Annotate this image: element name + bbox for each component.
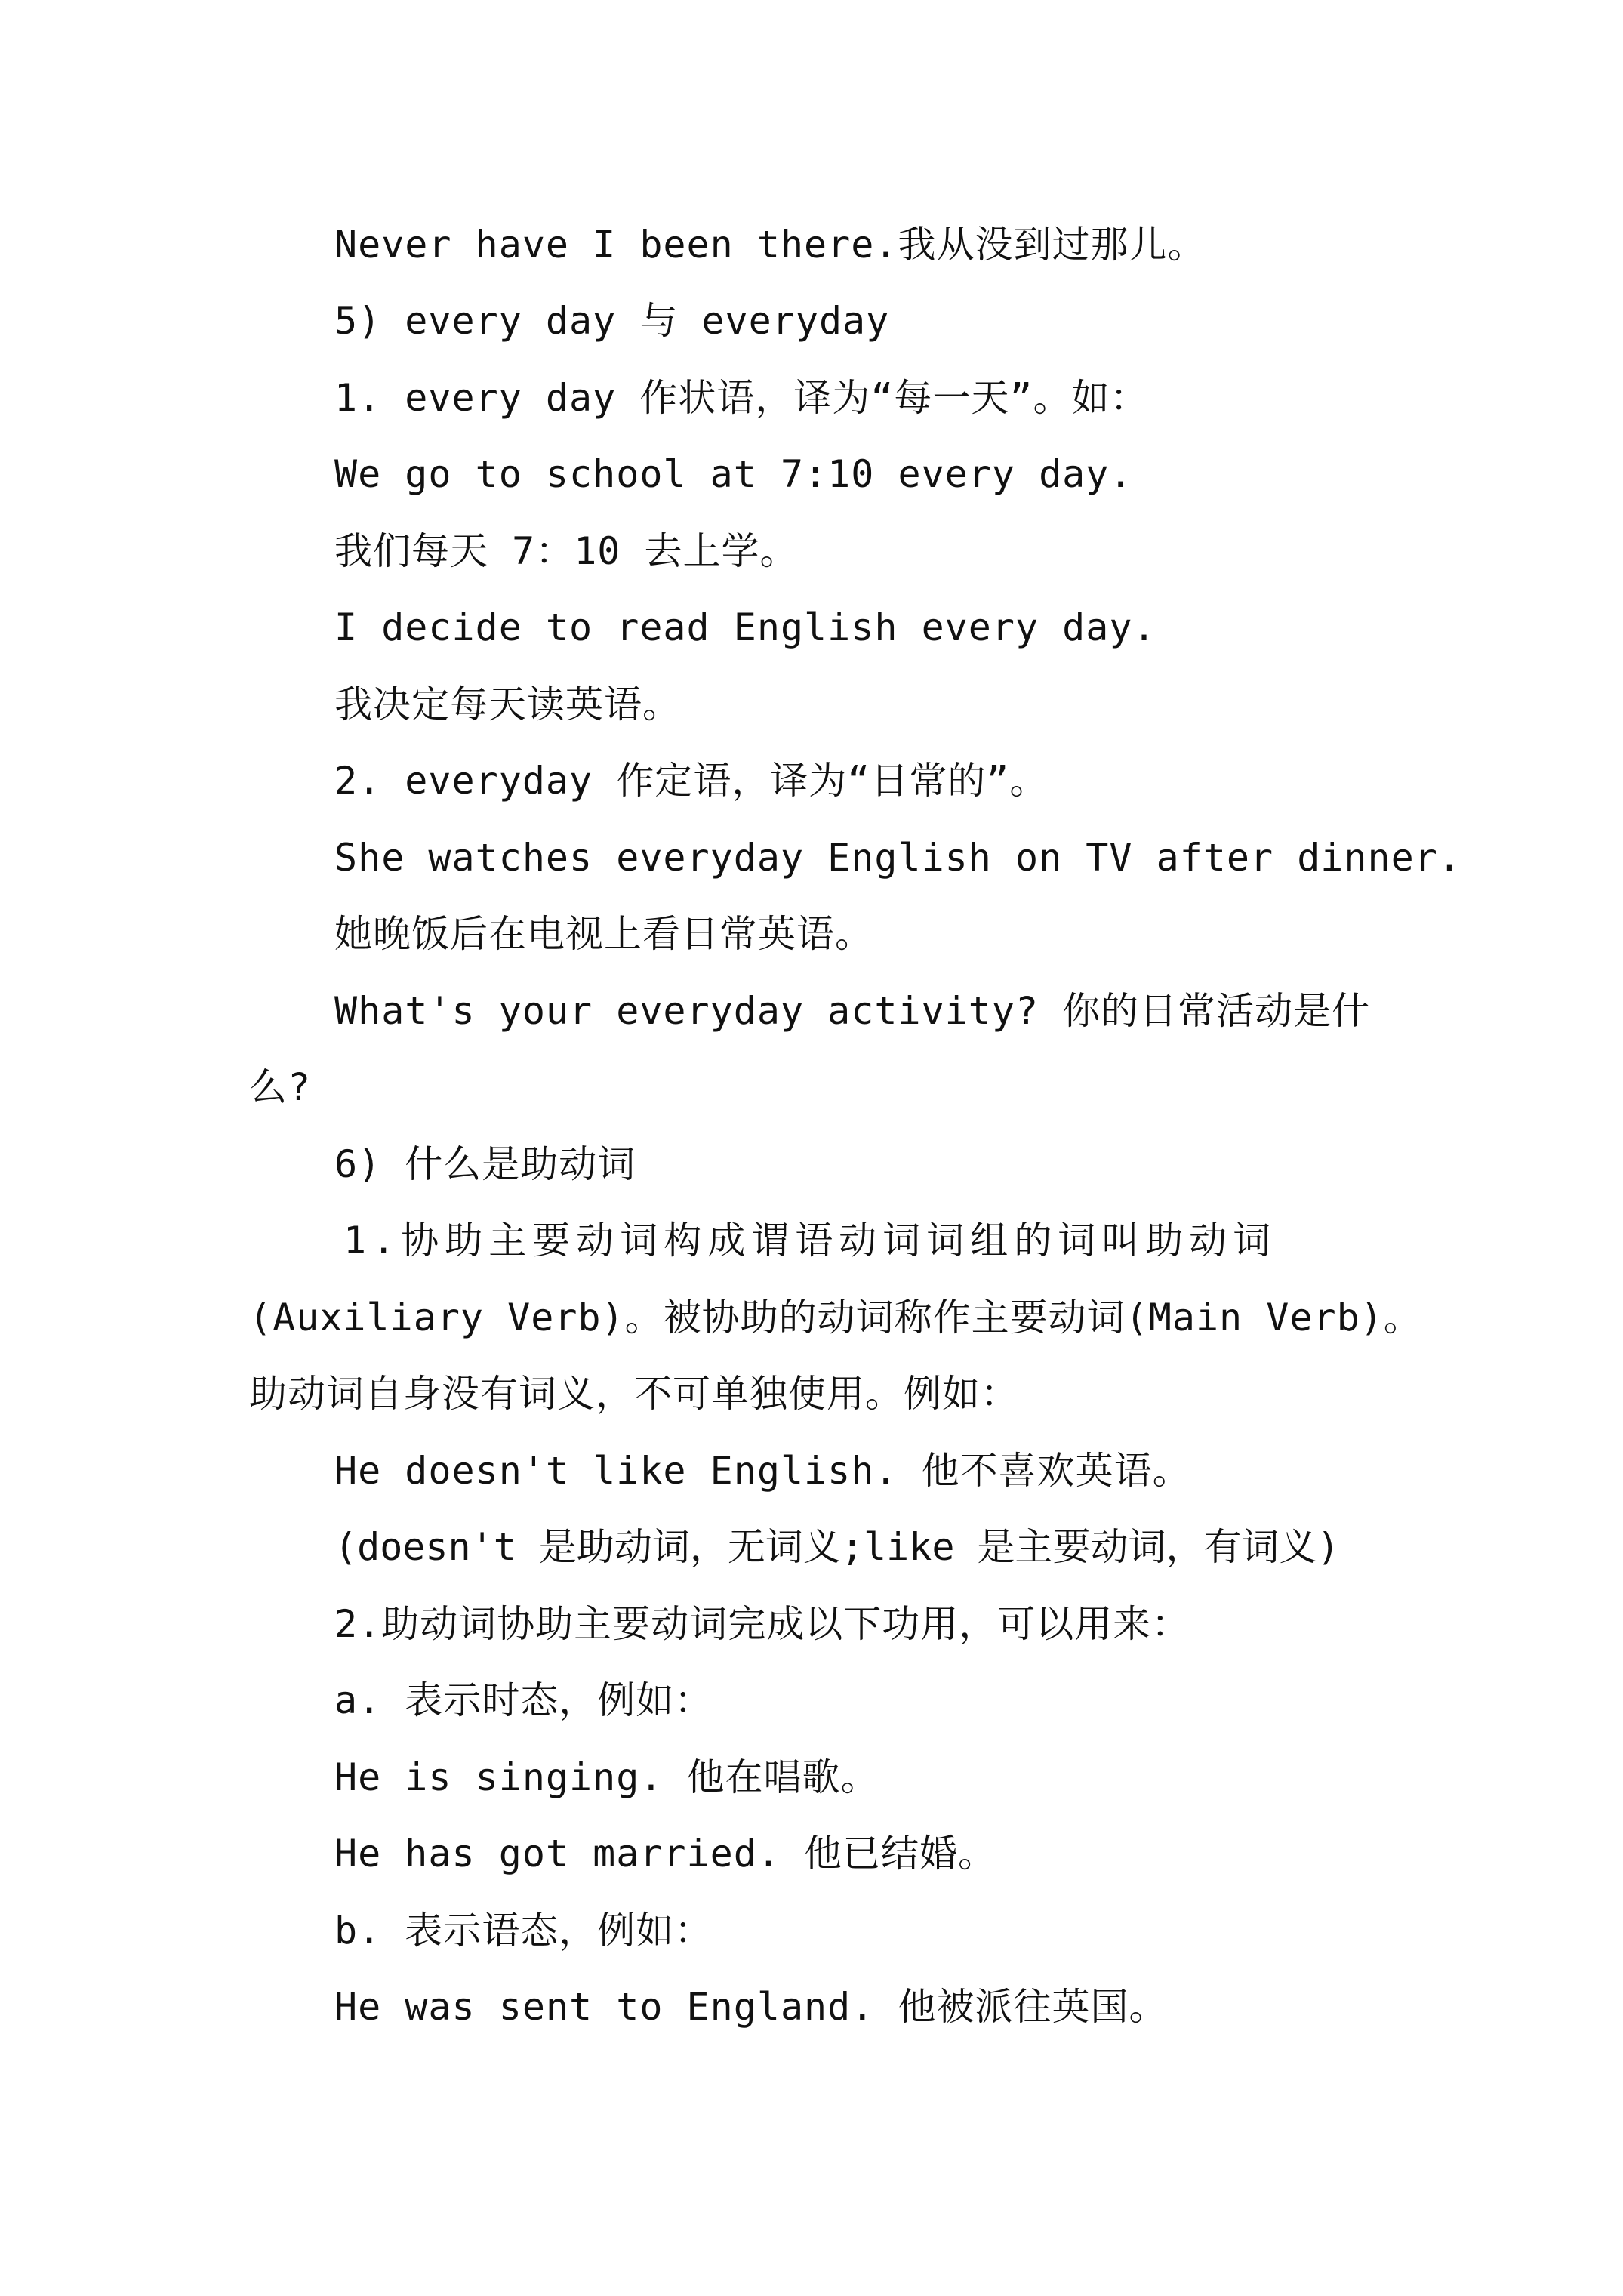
example-sentence: He was sent to England. 他被派往英国。 bbox=[334, 1985, 1168, 2029]
example-translation: 我们每天 7：10 去上学。 bbox=[334, 529, 799, 573]
example-sentence: We go to school at 7:10 every day. bbox=[334, 452, 1133, 496]
text-line: 2. everyday 作定语，译为“日常的”。 bbox=[334, 759, 1049, 803]
example-sentence: He is singing. 他在唱歌。 bbox=[334, 1755, 879, 1799]
example-sentence: She watches everyday English on TV after dinner. bbox=[334, 836, 1461, 880]
example-sentence: He has got married. 他已结婚。 bbox=[334, 1832, 997, 1875]
text-line: a. 表示时态，例如： bbox=[334, 1678, 713, 1722]
text-line: 2.助动词协助主要动词完成以下功用，可以用来： bbox=[334, 1602, 1190, 1646]
paragraph-line: (Auxiliary Verb)。被协助的动词称作主要动词(Main Verb)。 bbox=[249, 1296, 1422, 1339]
example-sentence: He doesn't like English. 他不喜欢英语。 bbox=[334, 1449, 1191, 1493]
text-line: Never have I been there.我从没到过那儿。 bbox=[334, 223, 1206, 267]
example-translation: 我决定每天读英语。 bbox=[334, 683, 681, 726]
text-line: (doesn't 是助动词，无词义;like 是主要动词，有词义) bbox=[334, 1525, 1340, 1569]
paragraph-line: 1.协助主要动词构成谓语动词词组的词叫助动词 bbox=[343, 1219, 1277, 1262]
paragraph-line: 助动词自身没有词义，不可单独使用。例如： bbox=[249, 1372, 1019, 1416]
text-line: b. 表示语态，例如： bbox=[334, 1909, 713, 1952]
example-translation: 她晚饭后在电视上看日常英语。 bbox=[334, 912, 873, 956]
section-heading: 5) every day 与 everyday bbox=[334, 299, 890, 343]
text-line-continuation: 么? bbox=[249, 1065, 312, 1109]
section-heading: 6) 什么是助动词 bbox=[334, 1142, 636, 1186]
example-sentence: I decide to read English every day. bbox=[334, 606, 1156, 649]
text-line: 1. every day 作状语，译为“每一天”。如： bbox=[334, 376, 1149, 420]
example-sentence: What's your everyday activity? 你的日常活动是什 bbox=[334, 989, 1371, 1033]
